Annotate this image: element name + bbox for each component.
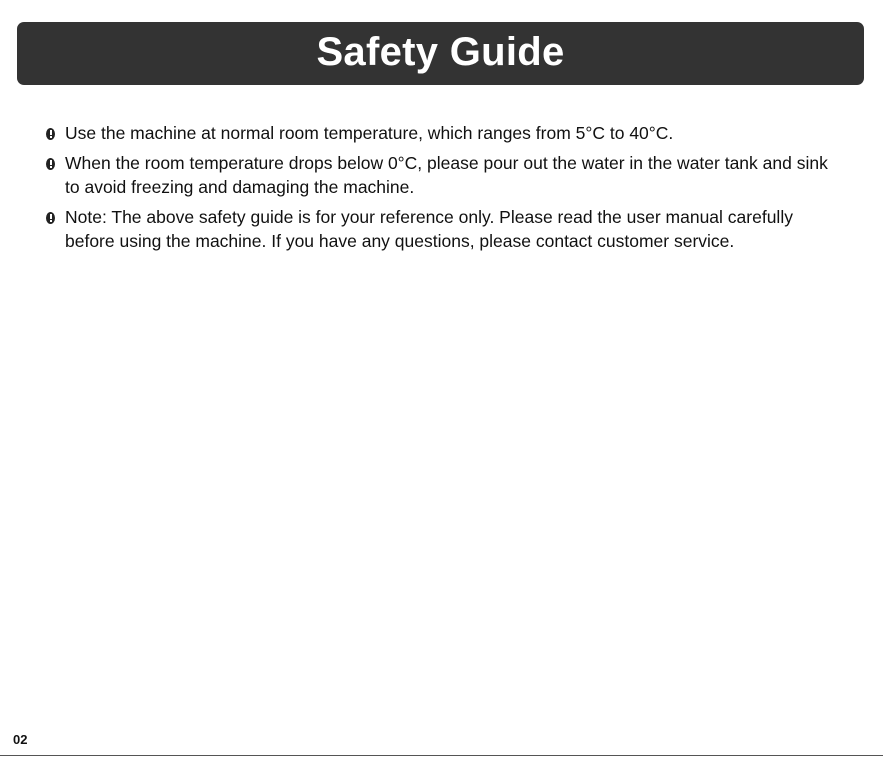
footer-divider <box>0 755 883 756</box>
list-item-text: When the room temperature drops below 0°C, please pour out the water in the water tank and sink to avoid freezing and damaging the machine. <box>65 153 828 197</box>
list-item <box>46 205 836 253</box>
exclamation-oval-icon <box>46 212 55 224</box>
page-number: 02 <box>13 732 28 747</box>
exclamation-oval-icon <box>46 158 55 170</box>
list-item <box>46 151 836 199</box>
list-item-text: Note: The above safety guide is for your reference only. Please read the user manual carefully before using the machine. If you have any questions, please contact customer service. <box>65 207 793 251</box>
page-title: Safety Guide <box>316 29 565 74</box>
list-item <box>46 121 836 145</box>
safety-list <box>46 121 836 259</box>
exclamation-oval-icon <box>46 128 55 140</box>
header-bar <box>17 22 864 85</box>
list-item-text: Use the machine at normal room temperature, which ranges from 5°C to 40°C. <box>65 123 674 143</box>
